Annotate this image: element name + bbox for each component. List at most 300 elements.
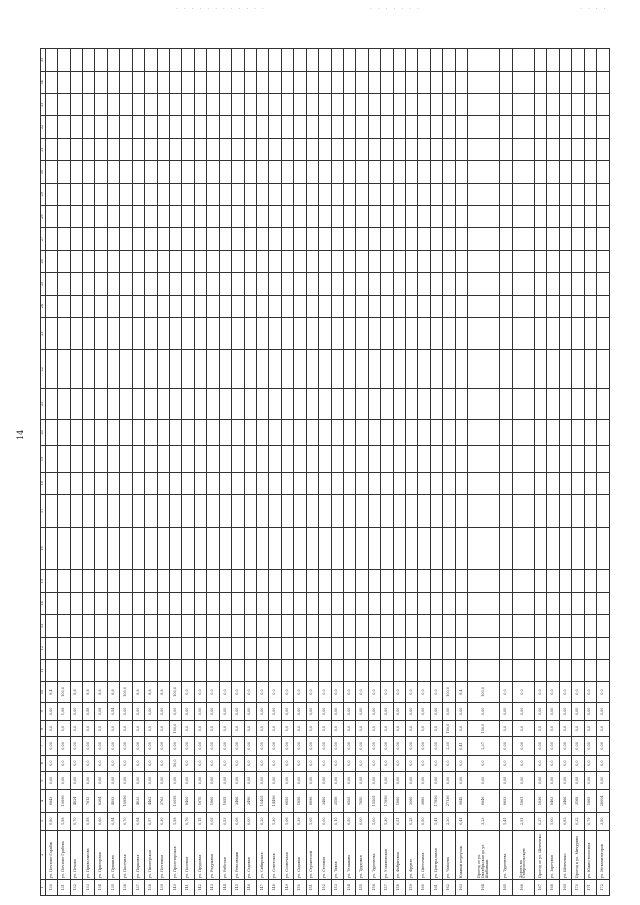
table-cell xyxy=(207,228,219,250)
table-cell xyxy=(107,205,119,227)
table-cell xyxy=(393,250,405,272)
table-cell xyxy=(281,250,293,272)
table-cell xyxy=(244,138,256,160)
column-header: 3 xyxy=(41,812,46,830)
table-cell: 0,00 xyxy=(45,737,57,755)
table-cell: 0,00 xyxy=(584,702,596,720)
table-cell xyxy=(455,295,467,317)
table-cell xyxy=(597,250,610,272)
table-cell: 0,0 xyxy=(120,755,132,771)
table-cell xyxy=(319,615,331,637)
table-cell xyxy=(95,472,107,494)
table-cell xyxy=(83,570,95,592)
table-cell: 1,58 xyxy=(170,812,182,830)
table-cell xyxy=(559,570,571,592)
table-cell xyxy=(95,592,107,614)
table-cell: 145 xyxy=(232,879,244,895)
table-cell: 0,0 xyxy=(584,720,596,736)
table-cell xyxy=(572,495,584,528)
table-cell xyxy=(597,94,610,116)
table-cell: 0,00 xyxy=(331,737,343,755)
table-cell: 0,0 xyxy=(534,682,546,702)
table-cell xyxy=(455,205,467,227)
table-cell xyxy=(406,637,418,659)
table-cell: 2,30 xyxy=(443,737,455,755)
table-cell: 0,0 xyxy=(281,720,293,736)
table-cell xyxy=(95,389,107,420)
table-cell xyxy=(406,527,418,570)
table-cell xyxy=(281,49,293,72)
table-cell xyxy=(145,527,157,570)
table-cell xyxy=(468,389,500,420)
table-cell xyxy=(145,472,157,494)
table-cell xyxy=(145,419,157,445)
column-header: 1 xyxy=(41,879,46,895)
row-name-cell: ул. Почтово-Гарабж xyxy=(45,830,57,879)
table-cell xyxy=(331,495,343,528)
table-cell xyxy=(356,161,368,183)
table-cell xyxy=(95,116,107,138)
table-row xyxy=(331,49,343,896)
table-cell xyxy=(83,446,95,472)
table-cell: 0,00 xyxy=(356,737,368,755)
table-cell xyxy=(281,637,293,659)
table-cell xyxy=(182,250,194,272)
table-cell xyxy=(572,273,584,295)
table-cell xyxy=(319,592,331,614)
table-cell xyxy=(281,116,293,138)
table-cell xyxy=(584,295,596,317)
table-cell xyxy=(572,350,584,389)
table-cell xyxy=(430,183,442,205)
table-cell: 0,00 xyxy=(534,737,546,755)
table-cell xyxy=(306,419,318,445)
table-cell xyxy=(443,94,455,116)
table-cell: 0,0 xyxy=(319,682,331,702)
row-name-cell: ул. Советская xyxy=(269,830,281,879)
table-cell xyxy=(393,94,405,116)
table-cell: 8463 xyxy=(547,790,559,812)
table-cell xyxy=(281,570,293,592)
table-cell xyxy=(343,116,355,138)
table-cell xyxy=(58,49,70,72)
table-cell xyxy=(70,94,82,116)
table-cell: 0,00 xyxy=(306,737,318,755)
table-cell xyxy=(381,183,393,205)
table-cell xyxy=(512,273,534,295)
table-cell xyxy=(368,205,380,227)
table-cell xyxy=(120,350,132,389)
table-cell: 0,0 xyxy=(70,755,82,771)
table-cell xyxy=(559,527,571,570)
table-cell xyxy=(294,527,306,570)
table-cell xyxy=(207,592,219,614)
table-cell xyxy=(182,138,194,160)
table-cell xyxy=(500,637,512,659)
table-cell xyxy=(512,615,534,637)
table-cell xyxy=(393,116,405,138)
table-cell xyxy=(120,94,132,116)
table-cell xyxy=(281,183,293,205)
table-cell xyxy=(182,71,194,93)
table-cell: 1,30 xyxy=(269,812,281,830)
table-cell: 170 xyxy=(572,879,584,895)
column-header: 20 xyxy=(41,419,46,445)
table-cell: 4462 xyxy=(145,790,157,812)
table-cell: 3,23 xyxy=(468,812,500,830)
column-header: 34 xyxy=(41,71,46,93)
table-cell xyxy=(381,205,393,227)
table-cell xyxy=(232,273,244,295)
table-cell xyxy=(70,389,82,420)
table-cell: 0,41 xyxy=(455,812,467,830)
table-cell xyxy=(381,350,393,389)
table-cell xyxy=(559,228,571,250)
table-cell: 0,00 xyxy=(281,771,293,789)
table-cell xyxy=(443,116,455,138)
table-cell xyxy=(368,446,380,472)
table-cell xyxy=(83,138,95,160)
table-cell xyxy=(207,570,219,592)
row-name-cell: ул. Степная xyxy=(319,830,331,879)
table-cell xyxy=(500,446,512,472)
table-cell: 138 xyxy=(145,879,157,895)
table-cell xyxy=(356,570,368,592)
table-cell xyxy=(95,183,107,205)
table-cell: 17856 xyxy=(381,790,393,812)
table-cell xyxy=(219,94,231,116)
table-cell xyxy=(182,94,194,116)
table-cell xyxy=(95,419,107,445)
table-cell xyxy=(584,228,596,250)
table-cell xyxy=(244,592,256,614)
table-cell xyxy=(244,659,256,681)
table-cell: 0,00 xyxy=(132,771,144,789)
table-cell: 10405 xyxy=(256,790,268,812)
table-cell: 160 xyxy=(418,879,430,895)
table-cell xyxy=(559,71,571,93)
table-cell: 0,0 xyxy=(182,720,194,736)
table-cell xyxy=(58,138,70,160)
table-cell xyxy=(584,472,596,494)
table-cell xyxy=(58,94,70,116)
table-cell: 0,0 xyxy=(418,682,430,702)
table-cell: 0,00 xyxy=(368,702,380,720)
table-cell: 0,0 xyxy=(45,755,57,771)
table-row xyxy=(356,49,368,896)
table-cell: 1,06 xyxy=(281,812,293,830)
table-cell xyxy=(95,495,107,528)
table-cell xyxy=(572,659,584,681)
table-cell xyxy=(534,273,546,295)
table-cell xyxy=(219,183,231,205)
table-cell xyxy=(232,116,244,138)
table-cell xyxy=(157,183,169,205)
table-cell xyxy=(157,659,169,681)
table-cell xyxy=(584,94,596,116)
table-cell xyxy=(572,472,584,494)
table-cell xyxy=(107,389,119,420)
table-cell: 0,00 xyxy=(547,702,559,720)
table-cell xyxy=(500,205,512,227)
table-cell xyxy=(443,250,455,272)
table-cell xyxy=(219,419,231,445)
table-cell xyxy=(244,94,256,116)
table-cell: 0,00 xyxy=(194,702,206,720)
table-cell xyxy=(170,317,182,350)
table-cell xyxy=(430,273,442,295)
table-cell xyxy=(207,637,219,659)
table-cell xyxy=(95,250,107,272)
table-cell xyxy=(70,273,82,295)
table-cell xyxy=(294,570,306,592)
table-cell: 162 xyxy=(443,879,455,895)
table-cell: 142 xyxy=(194,879,206,895)
table-cell xyxy=(319,472,331,494)
table-cell xyxy=(306,71,318,93)
table-cell: 163 xyxy=(455,879,467,895)
table-cell: 0,0 xyxy=(58,720,70,736)
table-cell xyxy=(500,317,512,350)
table-cell: 0,00 xyxy=(294,737,306,755)
table-cell: 4893 xyxy=(107,790,119,812)
table-cell xyxy=(468,570,500,592)
table-cell xyxy=(232,49,244,72)
column-header: 4 xyxy=(41,790,46,812)
table-cell: 0,0 xyxy=(294,755,306,771)
table-cell xyxy=(170,116,182,138)
table-cell xyxy=(182,273,194,295)
table-cell: 0,0 xyxy=(547,755,559,771)
table-cell xyxy=(559,317,571,350)
column-header: 24 xyxy=(41,295,46,317)
table-cell xyxy=(269,592,281,614)
table-cell: 0,0 xyxy=(269,755,281,771)
table-cell xyxy=(547,205,559,227)
table-row xyxy=(232,49,244,896)
table-cell xyxy=(45,116,57,138)
table-cell: 0,0 xyxy=(547,720,559,736)
table-cell: 0,0 xyxy=(232,755,244,771)
table-cell xyxy=(45,592,57,614)
table-cell xyxy=(500,472,512,494)
table-cell xyxy=(597,472,610,494)
table-cell: 3480 xyxy=(319,790,331,812)
table-cell xyxy=(331,637,343,659)
table-cell xyxy=(331,659,343,681)
table-cell xyxy=(232,615,244,637)
table-cell xyxy=(107,472,119,494)
table-cell: 0,0 xyxy=(256,720,268,736)
table-cell xyxy=(207,446,219,472)
table-cell: 0,0 xyxy=(406,720,418,736)
table-cell: 0,00 xyxy=(443,702,455,720)
table-cell xyxy=(294,116,306,138)
table-cell: 149 xyxy=(281,879,293,895)
table-cell xyxy=(406,273,418,295)
table-cell xyxy=(219,495,231,528)
table-cell xyxy=(356,615,368,637)
table-cell xyxy=(418,570,430,592)
table-cell xyxy=(182,183,194,205)
table-cell xyxy=(331,295,343,317)
table-cell xyxy=(547,49,559,72)
table-cell xyxy=(232,637,244,659)
table-cell xyxy=(319,250,331,272)
table-cell xyxy=(319,49,331,72)
table-cell xyxy=(83,317,95,350)
table-cell xyxy=(232,495,244,528)
table-cell xyxy=(406,419,418,445)
table-cell xyxy=(207,389,219,420)
table-cell xyxy=(256,389,268,420)
table-cell: 0,00 xyxy=(468,702,500,720)
table-cell: 0,00 xyxy=(381,702,393,720)
table-cell xyxy=(145,71,157,93)
table-cell xyxy=(157,495,169,528)
table-cell xyxy=(107,659,119,681)
table-cell xyxy=(145,317,157,350)
table-cell: 0,0 xyxy=(256,682,268,702)
table-cell: 0,0 xyxy=(107,755,119,771)
column-header: 32 xyxy=(41,116,46,138)
table-cell: 0,0 xyxy=(512,755,534,771)
column-header: 17 xyxy=(41,495,46,528)
table-cell xyxy=(597,49,610,72)
table-cell xyxy=(170,615,182,637)
table-cell xyxy=(319,205,331,227)
table-cell xyxy=(182,161,194,183)
table-cell xyxy=(343,228,355,250)
column-header: 27 xyxy=(41,228,46,250)
table-cell xyxy=(331,183,343,205)
column-header: 13 xyxy=(41,615,46,637)
table-cell xyxy=(107,615,119,637)
table-cell xyxy=(269,116,281,138)
table-cell: 0,00 xyxy=(418,771,430,789)
table-cell: 0,00 xyxy=(232,737,244,755)
table-cell xyxy=(132,273,144,295)
table-cell xyxy=(170,659,182,681)
table-cell xyxy=(468,138,500,160)
table-cell xyxy=(95,161,107,183)
table-cell xyxy=(244,228,256,250)
table-cell xyxy=(319,71,331,93)
table-cell xyxy=(194,273,206,295)
table-cell xyxy=(418,527,430,570)
table-cell xyxy=(572,592,584,614)
table-cell xyxy=(368,94,380,116)
table-cell: 0,00 xyxy=(145,702,157,720)
table-cell xyxy=(331,527,343,570)
table-cell xyxy=(170,71,182,93)
table-cell: 0,82 xyxy=(559,812,571,830)
table-cell xyxy=(107,637,119,659)
table-cell xyxy=(58,350,70,389)
table-cell: 0,00 xyxy=(406,737,418,755)
table-cell xyxy=(194,419,206,445)
table-cell xyxy=(393,183,405,205)
row-name-cell: ул. Пасечная xyxy=(120,830,132,879)
table-cell xyxy=(145,138,157,160)
table-cell: 0,0 xyxy=(70,720,82,736)
table-cell xyxy=(430,205,442,227)
table-cell xyxy=(381,273,393,295)
table-cell xyxy=(331,615,343,637)
table-cell xyxy=(547,94,559,116)
table-cell xyxy=(406,161,418,183)
table-cell: 0,00 xyxy=(368,771,380,789)
table-cell xyxy=(269,317,281,350)
table-cell xyxy=(500,273,512,295)
table-cell: 130 xyxy=(45,879,57,895)
table-cell xyxy=(418,71,430,93)
table-cell xyxy=(559,615,571,637)
table-row xyxy=(534,49,546,896)
table-cell xyxy=(281,615,293,637)
table-cell xyxy=(207,350,219,389)
table-cell xyxy=(430,161,442,183)
table-cell: 136 xyxy=(120,879,132,895)
table-cell xyxy=(306,94,318,116)
table-cell xyxy=(468,183,500,205)
table-cell xyxy=(83,637,95,659)
table-cell xyxy=(219,250,231,272)
table-cell xyxy=(393,295,405,317)
table-cell xyxy=(534,592,546,614)
column-header: 33 xyxy=(41,94,46,116)
road-register-table xyxy=(40,48,610,896)
table-cell: 140 xyxy=(170,879,182,895)
table-cell xyxy=(468,71,500,93)
column-header: 35 xyxy=(41,49,46,72)
table-cell xyxy=(45,495,57,528)
table-cell xyxy=(418,389,430,420)
table-cell xyxy=(207,250,219,272)
table-cell: 164 xyxy=(468,879,500,895)
table-cell: 0,00 xyxy=(194,771,206,789)
table-cell xyxy=(207,205,219,227)
table-cell xyxy=(572,161,584,183)
table-cell xyxy=(182,389,194,420)
table-cell: 0,00 xyxy=(170,702,182,720)
table-cell xyxy=(232,592,244,614)
table-cell: 0,00 xyxy=(219,737,231,755)
table-cell xyxy=(406,295,418,317)
table-cell: 0,00 xyxy=(58,771,70,789)
table-cell xyxy=(331,205,343,227)
table-cell xyxy=(83,228,95,250)
table-cell xyxy=(455,389,467,420)
table-cell: 1,41 xyxy=(430,812,442,830)
table-cell xyxy=(381,228,393,250)
table-cell xyxy=(455,419,467,445)
table-cell xyxy=(45,71,57,93)
table-cell xyxy=(132,317,144,350)
table-cell: 3680 xyxy=(418,790,430,812)
table-cell: 2,30 xyxy=(443,812,455,830)
table-cell xyxy=(45,161,57,183)
table-cell xyxy=(232,250,244,272)
table-cell xyxy=(132,94,144,116)
table-cell: 0,00 xyxy=(534,702,546,720)
table-cell xyxy=(70,295,82,317)
table-cell: 6505 xyxy=(343,790,355,812)
table-cell xyxy=(559,472,571,494)
table-cell xyxy=(157,250,169,272)
table-cell: 0,08 xyxy=(95,702,107,720)
table-cell: 0,09 xyxy=(157,737,169,755)
